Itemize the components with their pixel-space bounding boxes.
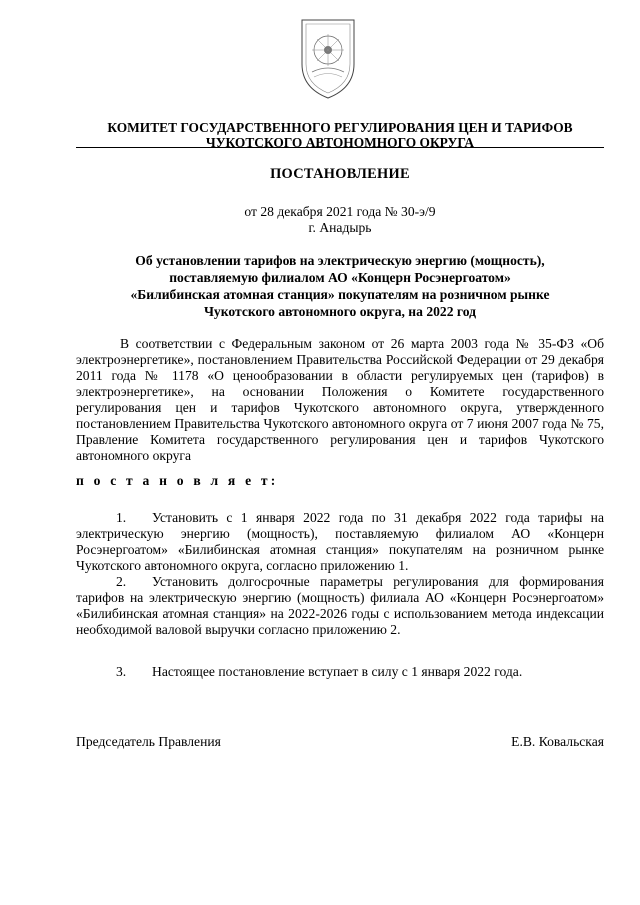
item-number: 2.: [116, 574, 127, 589]
org-name-line-2: ЧУКОТСКОГО АВТОНОМНОГО ОКРУГА: [205, 135, 475, 150]
title-line: Чукотского автономного округа, на 2022 год: [203, 304, 477, 319]
title-line: Об установлении тарифов на электрическую энергию (мощность),: [135, 253, 545, 268]
issuing-authority: [76, 120, 604, 150]
coat-of-arms-icon: [298, 14, 358, 102]
decree-word: п о с т а н о в л я е т:: [76, 473, 279, 488]
list-item: [76, 510, 604, 574]
document-type: ПОСТАНОВЛЕНИЕ: [270, 166, 410, 182]
title-line: «Билибинская атомная станция» покупателям на розничном рынке: [130, 287, 550, 302]
header-divider: [76, 147, 604, 148]
document-date-number: от 28 декабря 2021 года № 30-э/9: [244, 204, 436, 219]
list-item: [76, 574, 604, 638]
signatory-role: Председатель Правления: [76, 734, 221, 749]
item-text: Настоящее постановление вступает в силу с 1 января 2022 года.: [152, 664, 523, 679]
item-text: Установить долгосрочные параметры регулирования для формирования тарифов на электрическую энергию (мощность) филиала АО «Концерн Росэнергоатом» «Билибинская атомная станция» на 2022-2026 годы с использованием метода индексации необходимой валовой выручки согласно приложению 2.: [76, 574, 604, 637]
document-title: [76, 252, 604, 320]
title-line: поставляемую филиалом АО «Концерн Росэнергоатом»: [169, 270, 511, 285]
list-item: [76, 664, 604, 680]
org-name-line-1: КОМИТЕТ ГОСУДАРСТВЕННОГО РЕГУЛИРОВАНИЯ ЦЕН И ТАРИФОВ: [107, 120, 573, 135]
item-number: 1.: [116, 510, 127, 525]
item-number: 3.: [116, 664, 127, 679]
preamble-paragraph: В соответствии с Федеральным законом от 26 марта 2003 года № 35-ФЗ «Об электроэнергетике», постановлением Правительства Российской Федерации от 29 декабря 2011 года № 1178 «О ценообразовании в области регулируемых цен (тарифов) в электроэнергетике», на основании Положения о Комитете государственного регулирования цен и тарифов Чукотского автономного округа, утвержденного постановлением Правительства Чукотского автономного округа от 7 июня 2007 года № 75, Правление Комитета государственного регулирования цен и тарифов Чукотского автономного округа: [76, 336, 604, 463]
signatory-name: Е.В. Ковальская: [511, 734, 604, 749]
document-city: г. Анадырь: [308, 220, 372, 235]
item-text: Установить с 1 января 2022 года по 31 декабря 2022 года тарифы на электрическую энергию (мощность), поставляемую филиалом АО «Концерн Росэнергоатом» «Билибинская атомная станция» покупателям на розничном рынке Чукотского автономного округа, согласно приложению 1.: [76, 510, 604, 573]
